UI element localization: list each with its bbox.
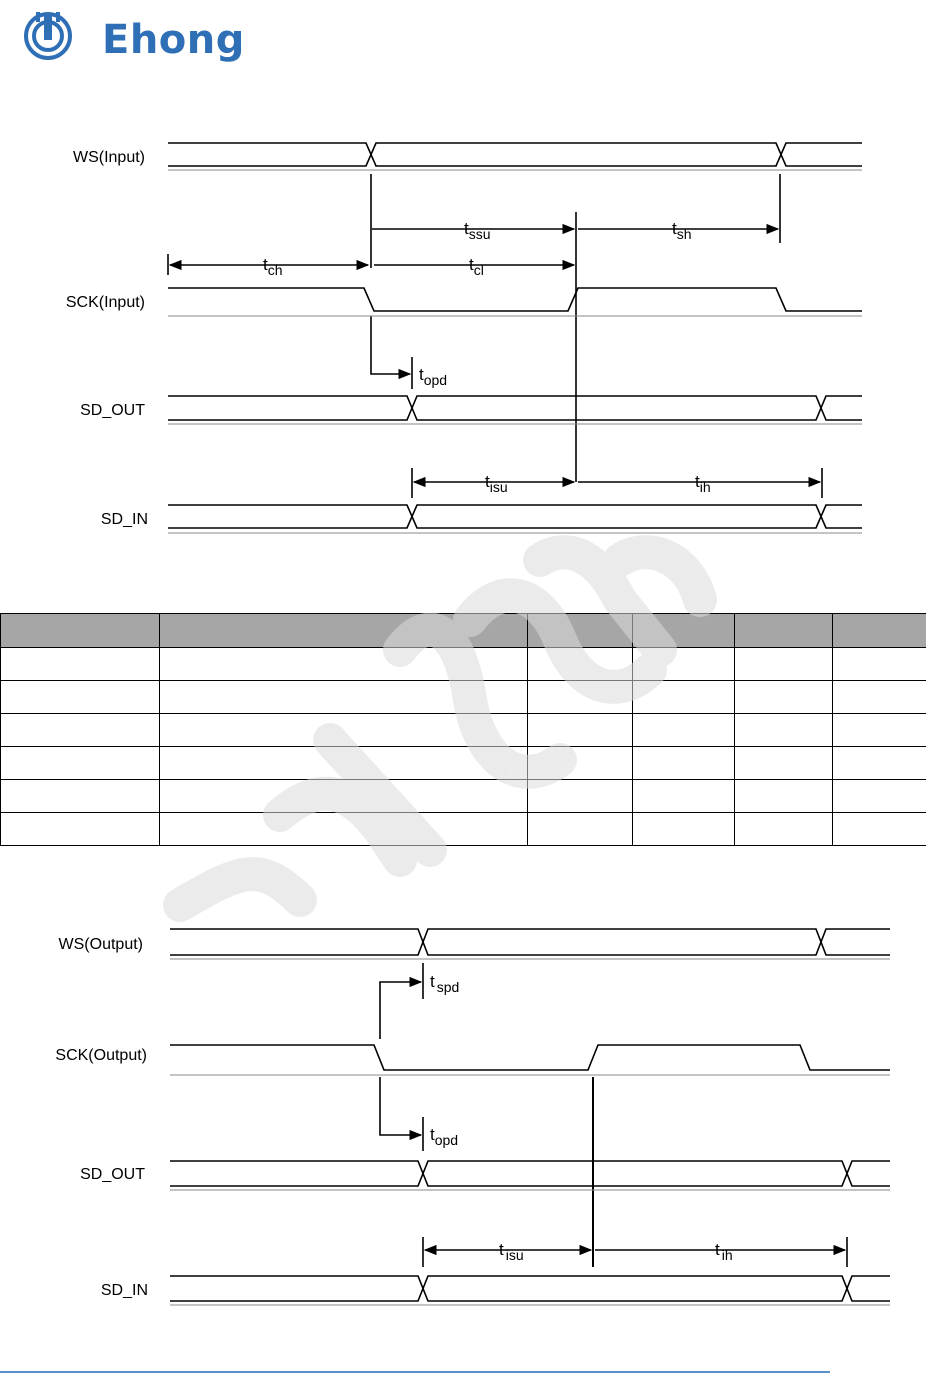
table-cell bbox=[633, 681, 735, 714]
timing-parameter-table bbox=[0, 613, 926, 846]
table-cell bbox=[735, 648, 833, 681]
table-cell bbox=[735, 681, 833, 714]
table-header-cell bbox=[1, 614, 160, 648]
table-header-cell bbox=[160, 614, 528, 648]
table-cell bbox=[633, 813, 735, 846]
sd-out-waveform bbox=[168, 396, 862, 420]
timing-label-tssu: $t_{ssu}$ bbox=[464, 219, 491, 242]
table-row bbox=[1, 648, 926, 681]
table-cell bbox=[633, 780, 735, 813]
table-cell bbox=[833, 813, 926, 846]
table-row bbox=[1, 813, 926, 846]
table-header-cell bbox=[528, 614, 633, 648]
timing-label-tisu-2: t $_{isu}$ bbox=[499, 1240, 524, 1263]
signal-label-ws-output: WS(Output) bbox=[58, 936, 143, 953]
table-cell bbox=[528, 813, 633, 846]
signal-label-sck-output: SCK(Output) bbox=[55, 1047, 147, 1064]
table-cell bbox=[1, 813, 160, 846]
timing-label-tsh: $t_{sh}$ bbox=[672, 219, 692, 242]
ws-input-waveform bbox=[168, 143, 862, 166]
table-cell bbox=[1, 780, 160, 813]
timing-label-tisu: $t_{isu}$ bbox=[485, 472, 508, 495]
table-cell bbox=[160, 648, 528, 681]
company-logo bbox=[24, 10, 245, 63]
table-cell bbox=[833, 681, 926, 714]
table-cell bbox=[160, 813, 528, 846]
table-cell bbox=[160, 780, 528, 813]
timing-label-tcl: $t_{cl}$ bbox=[469, 255, 484, 278]
table-cell bbox=[528, 747, 633, 780]
table-cell bbox=[528, 714, 633, 747]
table-cell bbox=[735, 714, 833, 747]
table-cell bbox=[833, 648, 926, 681]
signal-label-sck-input: SCK(Input) bbox=[65, 294, 145, 311]
table-cell bbox=[633, 714, 735, 747]
table-row bbox=[1, 681, 926, 714]
table-cell bbox=[528, 780, 633, 813]
table-header-cell bbox=[735, 614, 833, 648]
table-cell bbox=[528, 681, 633, 714]
sck-input-waveform bbox=[168, 288, 862, 311]
table-cell bbox=[633, 648, 735, 681]
signal-label-sd-out-2: SD_OUT bbox=[80, 1166, 145, 1183]
signal-label-sd-in-2: SD_IN bbox=[100, 1282, 148, 1299]
logo-text: Ehong bbox=[102, 17, 245, 63]
signal-label-ws-input: WS(Input) bbox=[72, 149, 145, 166]
table-cell bbox=[1, 747, 160, 780]
table-cell bbox=[528, 648, 633, 681]
table-header-cell bbox=[833, 614, 926, 648]
signal-label-sd-in: SD_IN bbox=[100, 511, 148, 528]
timing-label-tih: $t_{ih}$ bbox=[695, 472, 711, 495]
table-cell bbox=[735, 813, 833, 846]
sd-in-waveform-2 bbox=[170, 1276, 890, 1301]
table-row bbox=[1, 780, 926, 813]
ws-output-waveform bbox=[170, 929, 890, 955]
table-cell bbox=[160, 747, 528, 780]
table-row bbox=[1, 714, 926, 747]
table-cell bbox=[160, 714, 528, 747]
table-cell bbox=[1, 714, 160, 747]
table-cell bbox=[1, 681, 160, 714]
timing-label-topd-2: $t_{opd}$ bbox=[430, 1125, 459, 1148]
sd-out-waveform-2 bbox=[170, 1161, 890, 1186]
table-cell bbox=[833, 747, 926, 780]
table-header-cell bbox=[633, 614, 735, 648]
table-cell bbox=[633, 747, 735, 780]
table-cell bbox=[735, 747, 833, 780]
signal-label-sd-out: SD_OUT bbox=[80, 402, 145, 419]
timing-label-tspd: t $_{spd}$ bbox=[430, 972, 460, 995]
table-cell bbox=[833, 780, 926, 813]
table-cell bbox=[160, 681, 528, 714]
table-row bbox=[1, 747, 926, 780]
timing-diagram-input bbox=[0, 130, 926, 540]
timing-label-tch: $t_{ch}$ bbox=[263, 255, 283, 278]
timing-label-tih-2: t $_{ih}$ bbox=[715, 1240, 733, 1263]
timing-label-topd: $t_{opd}$ bbox=[419, 365, 448, 388]
timing-diagram-output bbox=[0, 915, 926, 1315]
logo-icon bbox=[24, 10, 76, 62]
sck-output-waveform bbox=[170, 1045, 890, 1070]
table-header-row bbox=[1, 614, 926, 648]
table-cell bbox=[833, 714, 926, 747]
footer-rule bbox=[0, 1371, 830, 1373]
sd-in-waveform bbox=[168, 505, 862, 528]
table-cell bbox=[735, 780, 833, 813]
table-cell bbox=[1, 648, 160, 681]
